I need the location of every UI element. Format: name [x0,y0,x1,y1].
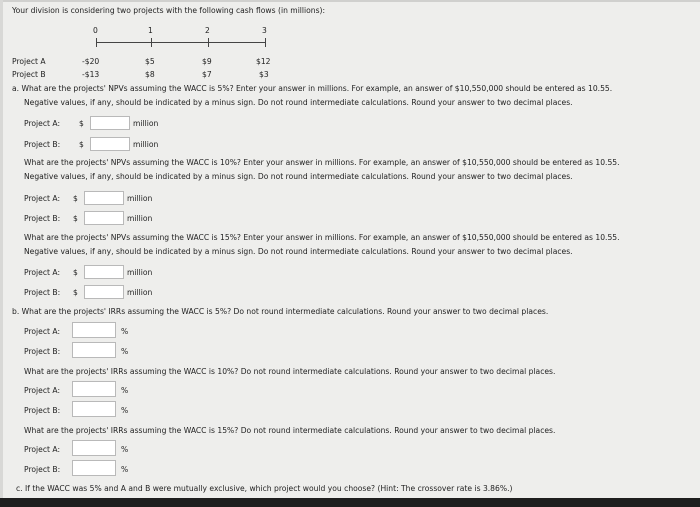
project-a-flow-2: $9 [202,57,212,66]
timeline-tick-1 [151,38,152,47]
project-b-flow-3: $3 [259,70,269,79]
npv5-project-b-unit: million [133,140,159,149]
year-label-1: 1 [148,26,153,35]
npv-question-10: What are the projects' NPVs assuming the WACC is 10%? Enter your answer in millions. For example, an answer of $10,550,000 should be entered as 10.55. [24,158,620,167]
choice-question: c. If the WACC was 5% and A and B were mutually exclusive, which project would you choose? (Hint: The crossover rate is 3.86%.) [16,484,513,493]
irr10-project-b-label: Project B: [24,406,61,415]
year-label-3: 3 [262,26,267,35]
intro-text: Your division is considering two projects with the following cash flows (in millions): [12,6,326,15]
project-b-flow-0: -$13 [82,70,100,79]
npv-question-5: a. What are the projects' NPVs assuming the WACC is 5%? Enter your answer in millions. For example, an answer of $10,550,000 should be entered as 10.55. [12,84,613,93]
irr5-project-a-label: Project A: [24,327,61,336]
npv10-project-b-unit: million [127,214,153,223]
irr10-project-a-input[interactable] [72,381,116,397]
npv15-project-b-unit: million [127,288,153,297]
irr15-project-b-unit: % [121,465,129,474]
irr10-project-a-label: Project A: [24,386,61,395]
irr-question-15: What are the projects' IRRs assuming the WACC is 15%? Do not round intermediate calculations. Round your answer to two decimal places. [24,426,556,435]
timeline-tick-3 [265,38,266,47]
npv10-project-b-label: Project B: [24,214,61,223]
irr5-project-b-input[interactable] [72,342,116,358]
irr15-project-a-unit: % [121,445,129,454]
npv5-project-a-label: Project A: [24,119,61,128]
npv5-project-b-input[interactable] [90,137,130,151]
npv5-project-a-dollar: $ [79,119,84,128]
irr15-project-a-label: Project A: [24,445,61,454]
irr5-project-b-label: Project B: [24,347,61,356]
npv-note-10: Negative values, if any, should be indicated by a minus sign. Do not round intermediate calculations. Round your answer to two decimal places. [24,172,573,181]
cash-flow-timeline [96,42,266,43]
npv15-project-a-unit: million [127,268,153,277]
project-a-flow-0: -$20 [82,57,100,66]
project-b-flow-2: $7 [202,70,212,79]
irr5-project-a-input[interactable] [72,322,116,338]
irr-question-10: What are the projects' IRRs assuming the WACC is 10%? Do not round intermediate calculations. Round your answer to two decimal places. [24,367,556,376]
npv10-project-b-input[interactable] [84,211,124,225]
npv5-project-b-dollar: $ [79,140,84,149]
irr15-project-b-input[interactable] [72,460,116,476]
npv10-project-a-dollar: $ [73,194,78,203]
irr-question-5: b. What are the projects' IRRs assuming the WACC is 5%? Do not round intermediate calculations. Round your answer to two decimal places. [12,307,549,316]
npv15-project-b-dollar: $ [73,288,78,297]
bottom-edge-bar [0,498,700,507]
year-label-0: 0 [93,26,98,35]
irr5-project-a-unit: % [121,327,129,336]
irr10-project-a-unit: % [121,386,129,395]
irr10-project-b-unit: % [121,406,129,415]
irr10-project-b-input[interactable] [72,401,116,417]
year-label-2: 2 [205,26,210,35]
irr15-project-b-label: Project B: [24,465,61,474]
npv-question-15: What are the projects' NPVs assuming the WACC is 15%? Enter your answer in millions. For example, an answer of $10,550,000 should be entered as 10.55. [24,233,620,242]
npv5-project-a-input[interactable] [90,116,130,130]
npv15-project-b-label: Project B: [24,288,61,297]
npv10-project-b-dollar: $ [73,214,78,223]
project-b-flow-1: $8 [145,70,155,79]
npv-note-5: Negative values, if any, should be indicated by a minus sign. Do not round intermediate calculations. Round your answer to two decimal places. [24,98,573,107]
npv15-project-a-input[interactable] [84,265,124,279]
npv15-project-a-dollar: $ [73,268,78,277]
project-a-flow-1: $5 [145,57,155,66]
npv10-project-a-unit: million [127,194,153,203]
project-a-flow-3: $12 [256,57,271,66]
timeline-tick-2 [208,38,209,47]
project-b-name: Project B [12,70,46,79]
window-top-edge [0,0,700,2]
irr5-project-b-unit: % [121,347,129,356]
project-a-name: Project A [12,57,46,66]
timeline-tick-0 [96,38,97,47]
npv15-project-b-input[interactable] [84,285,124,299]
npv5-project-b-label: Project B: [24,140,61,149]
npv5-project-a-unit: million [133,119,159,128]
npv15-project-a-label: Project A: [24,268,61,277]
npv10-project-a-input[interactable] [84,191,124,205]
window-left-edge [0,0,3,507]
npv10-project-a-label: Project A: [24,194,61,203]
npv-note-15: Negative values, if any, should be indicated by a minus sign. Do not round intermediate calculations. Round your answer to two decimal places. [24,247,573,256]
irr15-project-a-input[interactable] [72,440,116,456]
